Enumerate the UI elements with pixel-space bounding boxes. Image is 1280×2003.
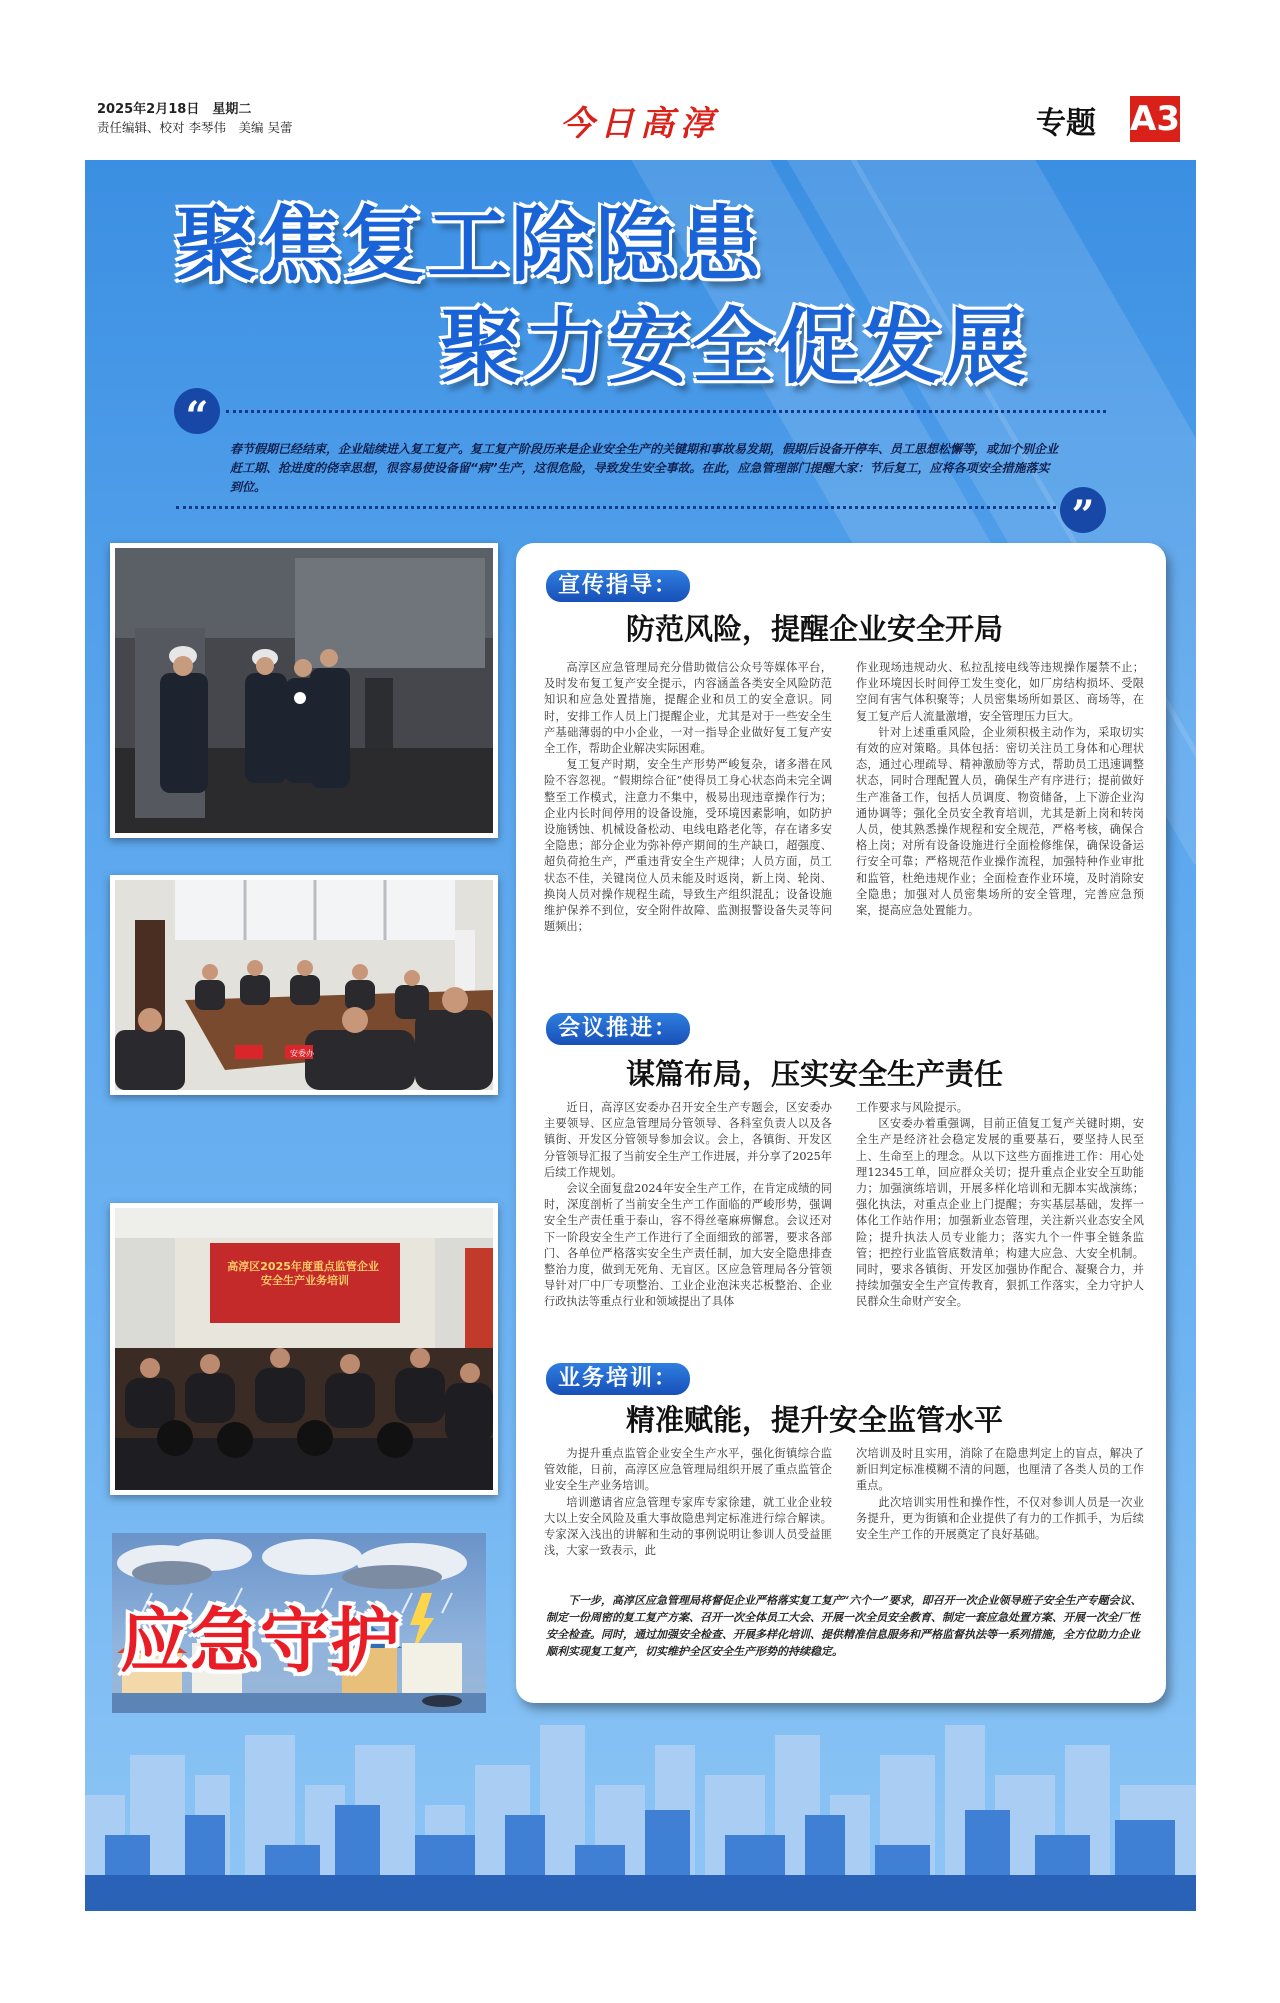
banner-title-line1: 聚焦复工除隐患 [175, 198, 764, 293]
training-screen-title: 高淳区2025年度重点监管企业 安全生产业务培训 [227, 1260, 379, 1287]
section-label: 专题 [1036, 106, 1096, 141]
section-headline-meeting: 谋篇布局，压实安全生产责任 [626, 1057, 1004, 1091]
paragraph: 次培训及时且实用，消除了在隐患判定上的盲点，解决了新旧判定标准模糊不清的问题，也厘清了各类人员的工作重点。 [856, 1447, 1144, 1493]
paragraph: 高淳区应急管理局充分借助微信公众号等媒体平台，及时发布复工复产安全提示，内容涵盖各类安全风险防范知识和应急处置措施，提醒企业和员工的安全意识。同时，安排工作人员上门提醒企业，尤其是对于一些安全生产基础薄弱的中小企业，一对一指导企业做好复工复产安全工作，帮助企业解决实际困难。 [544, 661, 832, 756]
paragraph: 近日，高淳区安委办召开安全生产专题会，区安委办主要领导、区应急管理局分管领导、各科室负责人以及各镇街、开发区分管领导参加会议。会上，各镇街、开发区分管领导汇报了当前安全生产工作进展，并分享了2025年后续工作规划。 [544, 1101, 832, 1179]
emergency-guard-title: 应急守护 [120, 1600, 400, 1682]
emergency-guard-graphic [112, 1533, 486, 1713]
section-tag-pill: 业务培训： [546, 1363, 690, 1395]
paragraph: 作业现场违规动火、私拉乱接电线等违规操作屡禁不止；作业环境因长时间停工发生变化，如厂房结构损坏、受限空间有害气体积聚等；人员密集场所如景区、商场等，在复工复产后人流量激增，安全管理压力巨大。 [856, 661, 1144, 723]
section-tag-propaganda [546, 570, 690, 602]
open-quote-icon: “ [174, 388, 220, 434]
newspaper-logo: 今日高淳 [560, 104, 720, 144]
photo-site-inspection [110, 543, 498, 838]
photo-safety-meeting [110, 875, 498, 1095]
section-tag-training [546, 1363, 690, 1395]
city-skyline-decoration [85, 1715, 1196, 1911]
article-column [544, 1446, 832, 1559]
paragraph: 针对上述重重风险，企业须积极主动作为，采取切实有效的应对策略。具体包括：密切关注员工身体和心理状态，通过心理疏导、精神激励等方式，帮助员工迅速调整状态，同时合理配置人员，确保生产有序进行；提前做好生产准备工作，包括人员调度、物资储备，上下游企业沟通协调等；强化全员安全教育培训，尤其是新上岗和转岗人员，使其熟悉操作规程和安全规范，严格考核，确保合格上岗；对所有设备设施进行全面检修维保，确保设备运行安全可靠；严格规范作业操作流程，加强特种作业审批和监管，杜绝违规作业；全面检查作业环境，及时消除安全隐患；加强对人员密集场所的安全管理，完善应急预案，提高应急处置能力。 [856, 725, 1144, 918]
meeting-nameplate: 安委办 [290, 1049, 314, 1058]
paragraph: 区安委办着重强调，目前正值复工复产关键时期，安全生产是经济社会稳定发展的重要基石，要坚持人民至上、生命至上的理念。从以下这些方面推进工作：用心处理12345工单，回应群众关切；提升重点企业安全互助能力；加强演练培训，开展多样化培训和无脚本实战演练；强化执法，对重点企业上门提醒；夯实基层基础，发挥一体化工作站作用；加强新业态管理，关注新兴业态安全风险；提升执法人员专业能力；落实九个一件事全链条监管；把控行业监管底数清单；构建大应急、大安全机制。同时，要求各镇街、开发区加强协作配合、凝聚合力，并持续加强安全生产宣传教育，狠抓工作落实，全力守护人民群众生命财产安全。 [856, 1117, 1144, 1309]
section-tag-meeting [546, 1013, 690, 1045]
article-column [856, 1446, 1144, 1543]
section-tag-pill: 会议推进： [546, 1013, 690, 1045]
paragraph: 此次培训实用性和操作性，不仅对参训人员是一次业务提升，更为街镇和企业提供了有力的工作抓手，为后续安全生产工作的开展奠定了良好基础。 [856, 1495, 1144, 1542]
intro-bottom-rule [176, 506, 1056, 509]
article-column [544, 1100, 832, 1311]
header-date: 2025年2月18日 星期二 [97, 102, 252, 117]
page-number: A3 [1130, 96, 1180, 142]
paragraph: 复工复产时期，安全生产形势严峻复杂，诸多潜在风险不容忽视。“假期综合征”使得员工身心状态尚未完全调整至工作模式，注意力不集中，极易出现违章操作行为；企业内长时间停用的设备设施，受环境因素影响，如防护设施锈蚀、机械设备松动、电线电路老化等，存在诸多安全隐患；部分企业为弥补停产期间的生产缺口，超强度、超负荷抢生产，严重违背安全生产规律；人员方面，员工状态不佳，关键岗位人员未能及时返岗，新上岗、轮岗、换岗人员对操作规程生疏，导致生产组织混乱；设备设施维护保养不到位，安全附件故障、监测报警设备失灵等问题频出； [544, 758, 832, 934]
paragraph: 为提升重点监管企业安全生产水平，强化街镇综合监管效能，日前，高淳区应急管理局组织开展了重点监管企业安全生产业务培训。 [544, 1447, 832, 1493]
article-column [544, 660, 832, 935]
section-tag-pill: 宣传指导： [546, 570, 690, 602]
intro-top-rule [226, 410, 1106, 413]
banner-title-line2: 聚力安全促发展 [440, 300, 1029, 395]
section-headline-propaganda: 防范风险，提醒企业安全开局 [626, 612, 1004, 646]
closing-paragraph: 下一步，高淳区应急管理局将督促企业严格落实复工复产“六个一”要求，即召开一次企业领导班子安全生产专题会议、制定一份周密的复工复产方案、召开一次全体员工大会、开展一次全员安全教育、制定一套应急处置方案、开展一次全厂性安全检查。同时，通过加强安全检查、开展多样化培训、提供精准信息服务和严格监督执法等一系列措施，全方位助力企业顺利实现复工复产，切实维护全区安全生产形势的持续稳定。 [546, 1594, 1142, 1658]
paragraph: 会议全面复盘2024年安全生产工作，在肯定成绩的同时，深度剖析了当前安全生产工作面临的严峻形势，强调安全生产责任重于泰山，容不得丝毫麻痹懈怠。会议还对下一阶段安全生产工作进行了全面细致的部署，要求各部门、各单位严格落实安全生产责任制，加大安全隐患排查整治力度，做到无死角、无盲区。区应急管理局各分管领导针对厂中厂专项整治、工业企业泡沫夹芯板整治、企业行政执法等重点行业和领域提出了具体 [544, 1182, 832, 1309]
photo-training-session [110, 1203, 498, 1495]
article-column [856, 1100, 1144, 1311]
section-headline-training: 精准赋能，提升安全监管水平 [626, 1403, 1004, 1437]
header-editors: 责任编辑、校对 李琴伟 美编 吴蕾 [97, 120, 293, 135]
intro-text: 春节假期已经结束，企业陆续进入复工复产。复工复产阶段历来是企业安全生产的关键期和事故易发期，假期后设备开停车、员工思想松懈等，或加个别企业赶工期、抢进度的侥幸思想，很容易使设备留“病”生产，这很危险，导致发生安全事故。在此，应急管理部门提醒大家：节后复工，应将各项安全措施落实到位。 [230, 442, 1059, 494]
article-column [856, 660, 1144, 919]
close-quote-icon: ” [1060, 487, 1106, 533]
paragraph: 培训邀请省应急管理专家库专家徐建，就工业企业较大以上安全风险及重大事故隐患判定标准进行综合解读。专家深入浅出的讲解和生动的事例说明让参训人员受益匪浅，大家一致表示，此 [544, 1495, 832, 1558]
paragraph: 工作要求与风险提示。 [856, 1101, 968, 1114]
